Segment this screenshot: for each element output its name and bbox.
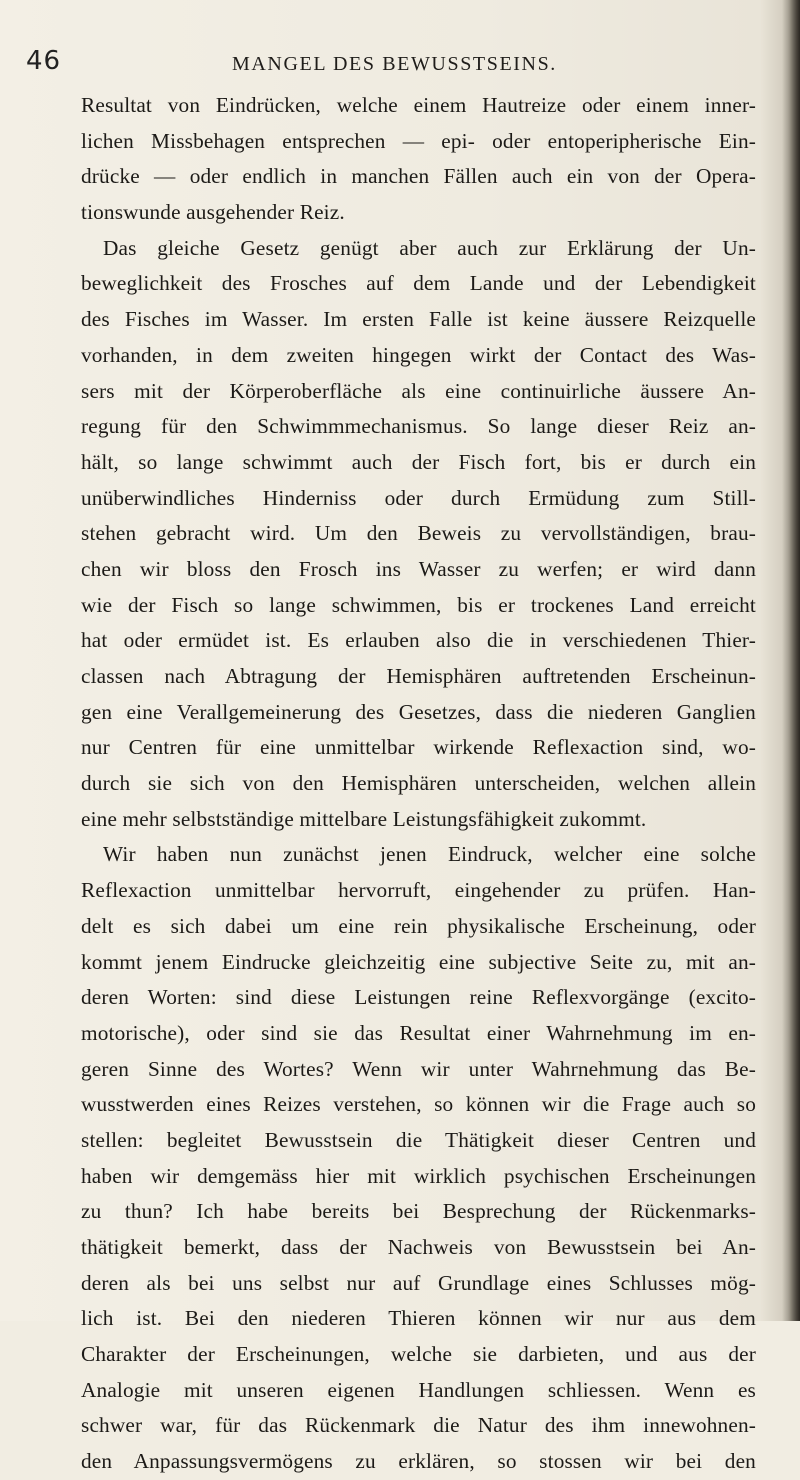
text-line: classen nach Abtragung der Hemisphären auftretenden Erscheinun- xyxy=(81,664,756,688)
text-line: vorhanden, in dem zweiten hingegen wirkt der Contact des Was- xyxy=(81,342,756,367)
text-line: delt es sich dabei um eine rein physikalische Erscheinung, oder xyxy=(81,913,756,938)
text-line: beweglichkeit des Frosches auf dem Lande und der Lebendigkeit xyxy=(81,271,756,296)
text-line: drücke — oder endlich in manchen Fällen auch ein von der Opera- xyxy=(81,164,756,189)
text-line: eine mehr selbstständige mittelbare Leistungsfähigkeit zukommt. xyxy=(81,806,647,831)
text-line: wusstwerden eines Reizes verstehen, so können wir die Frage auch so xyxy=(81,1092,756,1117)
text-line: unüberwindliches Hinderniss oder durch Ermüdung zum Still- xyxy=(81,485,756,510)
page-spine-shadow xyxy=(782,0,800,1321)
text-line: zu thun? Ich habe bereits bei Besprechung der Rückenmarks- xyxy=(81,1199,756,1224)
text-line: hat oder ermüdet ist. Es erlauben also die in verschiedenen Thier- xyxy=(81,628,756,653)
text-line: Wir haben nun zunächst jenen Eindruck, welcher eine solche xyxy=(103,842,756,867)
text-line: chen wir bloss den Frosch ins Wasser zu werfen; er wird dann xyxy=(81,556,756,581)
text-line: gen eine Verallgemeinerung des Gesetzes, dass die niederen Ganglien xyxy=(81,699,756,724)
text-line: stellen: begleitet Bewusstsein die Thätigkeit dieser Centren und xyxy=(81,1127,756,1152)
text-line: stehen gebracht wird. Um den Beweis zu vervollständigen, brau- xyxy=(81,521,756,546)
running-title: MANGEL DES BEWUSSTSEINS. xyxy=(232,53,557,75)
text-line: Charakter der Erscheinungen, welche sie darbieten, und aus der xyxy=(81,1342,756,1367)
page-number: 46 xyxy=(26,46,62,76)
text-line: kommt jenem Eindrucke gleichzeitig eine subjective Seite zu, mit an- xyxy=(81,949,756,974)
text-line: wie der Fisch so lange schwimmen, bis er trockenes Land erreicht xyxy=(81,592,756,617)
text-line: Resultat von Eindrücken, welche einem Hautreize oder einem inner- xyxy=(81,93,756,117)
body-text xyxy=(81,88,756,1480)
text-line: tionswunde ausgehender Reiz. xyxy=(81,200,345,225)
text-line: deren Worten: sind diese Leistungen reine Reflexvorgänge (excito- xyxy=(81,985,756,1010)
text-line: den Anpassungsvermögens zu erklären, so stossen wir bei den xyxy=(81,1449,756,1474)
text-line: des Fisches im Wasser. Im ersten Falle ist keine äussere Reizquelle xyxy=(81,307,756,332)
text-line: Analogie mit unseren eigenen Handlungen schliessen. Wenn es xyxy=(81,1377,756,1402)
text-line: lichen Missbehagen entsprechen — epi- oder entoperipherische Ein- xyxy=(81,128,756,153)
text-line: schwer war, für das Rückenmark die Natur des ihm innewohnen- xyxy=(81,1413,756,1438)
text-line: regung für den Schwimmmechanismus. So lange dieser Reiz an- xyxy=(81,414,756,439)
text-line: sers mit der Körperoberfläche als eine continuirliche äussere An- xyxy=(81,378,756,403)
text-line: Reflexaction unmittelbar hervorruft, eingehender zu prüfen. Han- xyxy=(81,878,756,903)
text-line: nur Centren für eine unmittelbar wirkende Reflexaction sind, wo- xyxy=(81,735,756,760)
running-head xyxy=(0,40,800,90)
text-line: lich ist. Bei den niederen Thieren können wir nur aus dem xyxy=(81,1306,756,1331)
text-line: deren als bei uns selbst nur auf Grundlage eines Schlusses mög- xyxy=(81,1270,756,1295)
text-line: haben wir demgemäss hier mit wirklich psychischen Erscheinungen xyxy=(81,1163,756,1188)
text-line: Das gleiche Gesetz genügt aber auch zur Erklärung der Un- xyxy=(103,235,756,260)
text-line: thätigkeit bemerkt, dass der Nachweis von Bewusstsein bei An- xyxy=(81,1235,756,1259)
text-line: hält, so lange schwimmt auch der Fisch fort, bis er durch ein xyxy=(81,449,756,474)
text-line: geren Sinne des Wortes? Wenn wir unter Wahrnehmung das Be- xyxy=(81,1056,756,1081)
text-line: motorische), oder sind sie das Resultat einer Wahrnehmung im en- xyxy=(81,1020,756,1045)
text-line: durch sie sich von den Hemisphären unterscheiden, welchen allein xyxy=(81,771,756,796)
